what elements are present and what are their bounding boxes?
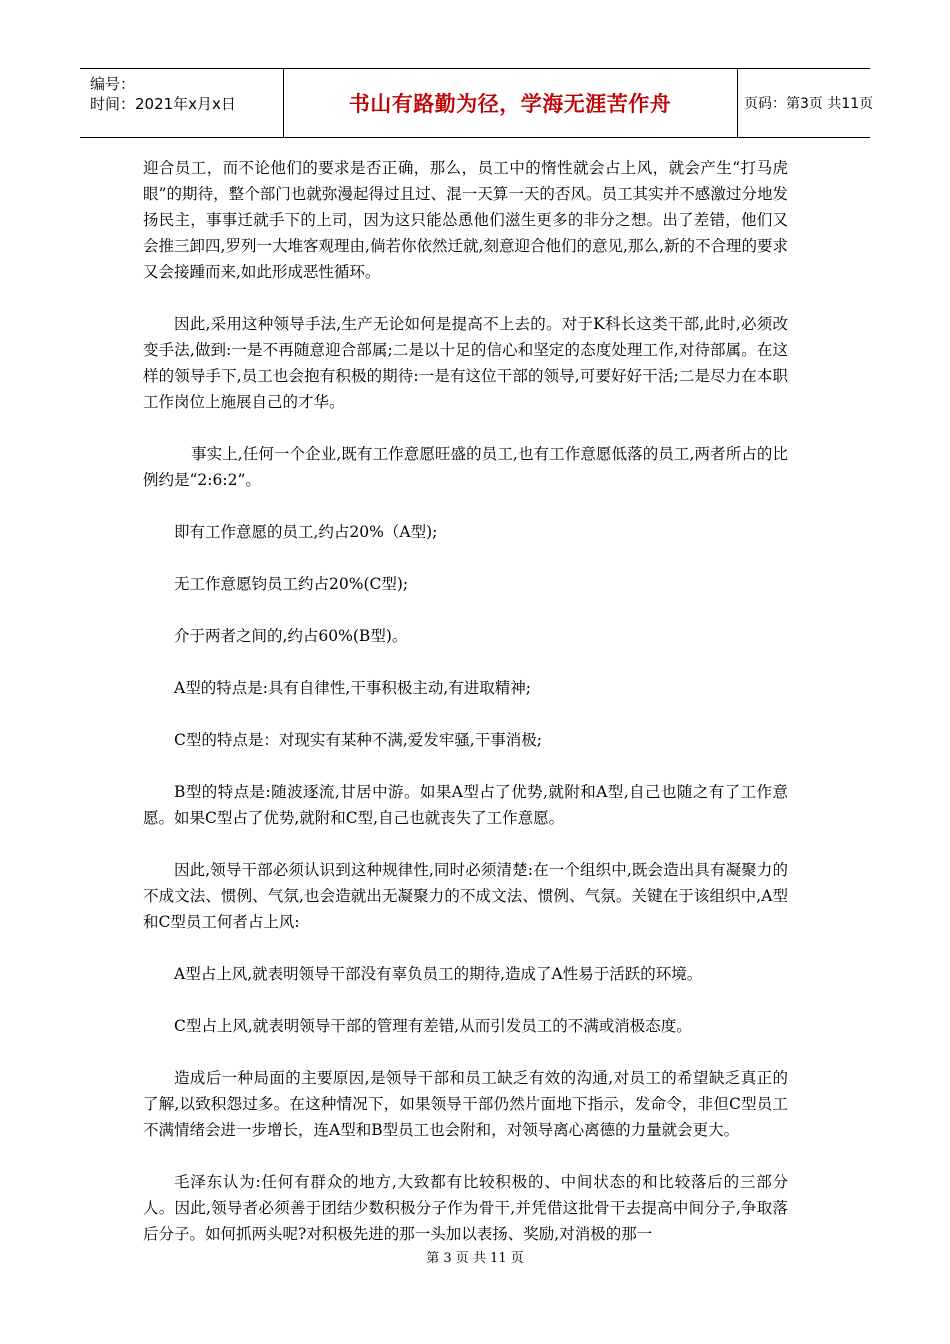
paragraph: A型占上风,就表明领导干部没有辜负员工的期待,造成了A性易于活跃的环境。 xyxy=(174,965,703,983)
header-motto-cell xyxy=(283,69,738,137)
page-info: 页码：第3页 共11页 xyxy=(744,96,874,112)
paragraph: 造成后一种局面的主要原因,是领导干部和员工缺乏有效的沟通,对员工的希望缺乏真正的了解,以致积怨过多。在这种情况下，如果领导干部仍然片面地下指示，发命令，非但C型员工不满情绪会进一步增长，连A型和B型员工也会附和，对领导离心离德的力量就会更大。 xyxy=(143,1069,788,1139)
document-body xyxy=(143,155,788,1273)
header-left-cell xyxy=(80,69,284,137)
paragraph: C型占上风,就表明领导干部的管理有差错,从而引发员工的不满或消极态度。 xyxy=(174,1017,692,1035)
page-footer: 第 3 页 共 11 页 xyxy=(426,1251,524,1266)
paragraph: 因此,领导干部必须认识到这种规律性,同时必须清楚:在一个组织中,既会造出具有凝聚力的不成文法、惯例、气氛,也会造就出无凝聚力的不成文法、惯例、气氛。关键在于该组织中,A型和C型员工何者占上风: xyxy=(143,861,788,931)
paragraph: 事实上,任何一个企业,既有工作意愿旺盛的员工,也有工作意愿低落的员工,两者所占的比例约是“2:6:2”。 xyxy=(143,445,788,489)
paragraph: 即有工作意愿的员工,约占20%（A型); xyxy=(174,523,438,541)
paragraph: 无工作意愿钧员工约占20%(C型); xyxy=(174,575,409,593)
number-label: 编号： xyxy=(90,75,136,93)
paragraph: 因此,采用这种领导手法,生产无论如何是提高不上去的。对于K科长这类干部,此时,必须改变手法,做到:一是不再随意迎合部属;二是以十足的信心和坚定的态度处理工作,对待部属。在这样的领导手下,员工也会抱有积极的期待:一是有这位干部的领导,可要好好干活;二是尽力在本职工作岗位上施展自己的才华。 xyxy=(143,315,788,411)
motto: 书山有路勤为径，学海无涯苦作舟 xyxy=(348,92,672,116)
time-label: 时间：2021年x月x日 xyxy=(90,95,236,113)
paragraph: 毛泽东认为:任何有群众的地方,大致都有比较积极的、中间状态的和比较落后的三部分人。因此,领导者必须善于团结少数积极分子作为骨干,并凭借这批骨干去提高中间分子,争取落后分子。如何抓两头呢?对积极先进的那一头加以表扬、奖励,对消极的那一 xyxy=(143,1173,788,1243)
paragraph: 介于两者之间的,约占60%(B型)。 xyxy=(174,627,408,645)
paragraph: B型的特点是:随波逐流,甘居中游。如果A型占了优势,就附和A型,自己也随之有了工作意愿。如果C型占了优势,就附和C型,自己也就丧失了工作意愿。 xyxy=(143,783,788,827)
paragraph: A型的特点是:具有自律性,干事积极主动,有进取精神; xyxy=(174,679,531,697)
paragraph: 迎合员工，而不论他们的要求是否正确，那么，员工中的惰性就会占上风，就会产生“打马虎眼”的期待，整个部门也就弥漫起得过且过、混一天算一天的否风。员工其实并不感激过分地发扬民主，事事迁就手下的上司，因为这只能怂恿他们滋生更多的非分之想。出了差错，他们又会推三卸四,罗列一大堆客观理由,倘若你依然迁就,刻意迎合他们的意见,那么,新的不合理的要求又会接踵而来,如此形成恶性循环。 xyxy=(143,159,788,281)
paragraph: C型的特点是：对现实有某种不满,爱发牢骚,干事消极; xyxy=(174,731,542,749)
header-right-cell xyxy=(738,69,874,137)
page-header xyxy=(80,68,874,138)
